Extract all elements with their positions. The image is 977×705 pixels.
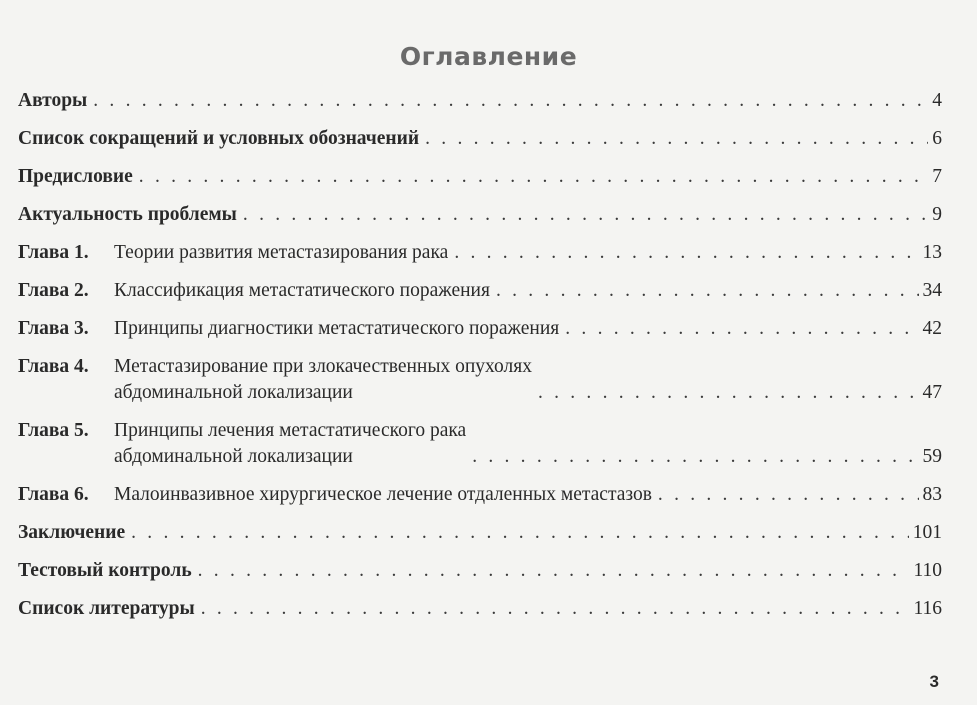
- dot-leader: [425, 126, 928, 152]
- toc-entry-page: 101: [912, 522, 942, 543]
- dot-leader: [658, 482, 919, 508]
- toc-entry-label: Список литературы: [18, 598, 195, 619]
- table-of-contents: [18, 88, 942, 634]
- toc-entry-label: Список сокращений и условных обозначений: [18, 128, 420, 149]
- toc-chapter-6[interactable]: [18, 482, 942, 508]
- toc-entry-page: 4: [932, 90, 942, 111]
- toc-heading: Оглавление: [399, 42, 578, 71]
- dot-leader: [131, 520, 909, 546]
- dot-leader: [93, 88, 928, 114]
- chapter-title: Теории развития метастазирования рака: [114, 242, 449, 263]
- toc-chapter-5[interactable]: [18, 418, 942, 470]
- dot-leader: [538, 380, 919, 406]
- chapter-number: Глава 4.: [18, 356, 89, 377]
- dot-leader: [565, 316, 918, 342]
- toc-entry-label: Актуальность проблемы: [18, 204, 237, 225]
- toc-entry-label: Предисловие: [18, 166, 133, 187]
- page-number: 3: [929, 672, 939, 691]
- chapter-number: Глава 2.: [18, 280, 89, 301]
- chapter-number: Глава 3.: [18, 318, 89, 339]
- toc-entry-page: 9: [932, 204, 942, 225]
- toc-entry-label: Авторы: [18, 90, 88, 111]
- toc-entry-authors[interactable]: [18, 88, 942, 114]
- toc-chapter-1[interactable]: [18, 240, 942, 266]
- toc-entry-page: 110: [913, 560, 942, 581]
- chapter-number: Глава 1.: [18, 242, 89, 263]
- dot-leader: [243, 202, 928, 228]
- toc-entry-preface[interactable]: [18, 164, 942, 190]
- chapter-number: Глава 5.: [18, 420, 89, 441]
- toc-entry-page: 59: [922, 446, 942, 467]
- toc-entry-conclusion[interactable]: [18, 520, 942, 546]
- chapter-title-line1: Метастазирование при злокачественных опухолях: [114, 356, 532, 377]
- toc-entry-test-control[interactable]: [18, 558, 942, 584]
- toc-entry-page: 13: [922, 242, 942, 263]
- toc-chapter-3[interactable]: [18, 316, 942, 342]
- toc-entry-label: Тестовый контроль: [18, 560, 192, 581]
- toc-entry-page: 42: [922, 318, 942, 339]
- toc-entry-relevance[interactable]: [18, 202, 942, 228]
- chapter-number: Глава 6.: [18, 484, 89, 505]
- toc-entry-page: 34: [922, 280, 942, 301]
- toc-entry-page: 6: [932, 128, 942, 149]
- toc-entry-page: 83: [922, 484, 942, 505]
- toc-entry-label: Заключение: [18, 522, 126, 543]
- toc-entry-page: 7: [932, 166, 942, 187]
- chapter-title: Классификация метастатического поражения: [114, 280, 490, 301]
- chapter-title-line2: абдоминальной локализации: [114, 446, 353, 467]
- toc-chapter-4[interactable]: [18, 354, 942, 406]
- toc-entry-page: 116: [913, 598, 942, 619]
- chapter-title-line1: Принципы лечения метастатического рака: [114, 420, 467, 441]
- dot-leader: [454, 240, 918, 266]
- chapter-title-line2: абдоминальной локализации: [114, 382, 353, 403]
- dot-leader: [201, 596, 910, 622]
- toc-entry-abbreviations[interactable]: [18, 126, 942, 152]
- chapter-title: Принципы диагностики метастатического поражения: [114, 318, 560, 339]
- toc-chapter-2[interactable]: [18, 278, 942, 304]
- dot-leader: [472, 444, 918, 470]
- dot-leader: [496, 278, 919, 304]
- toc-entry-page: 47: [922, 382, 942, 403]
- chapter-title: Малоинвазивное хирургическое лечение отдаленных метастазов: [114, 484, 652, 505]
- dot-leader: [139, 164, 928, 190]
- dot-leader: [198, 558, 910, 584]
- toc-entry-references[interactable]: [18, 596, 942, 622]
